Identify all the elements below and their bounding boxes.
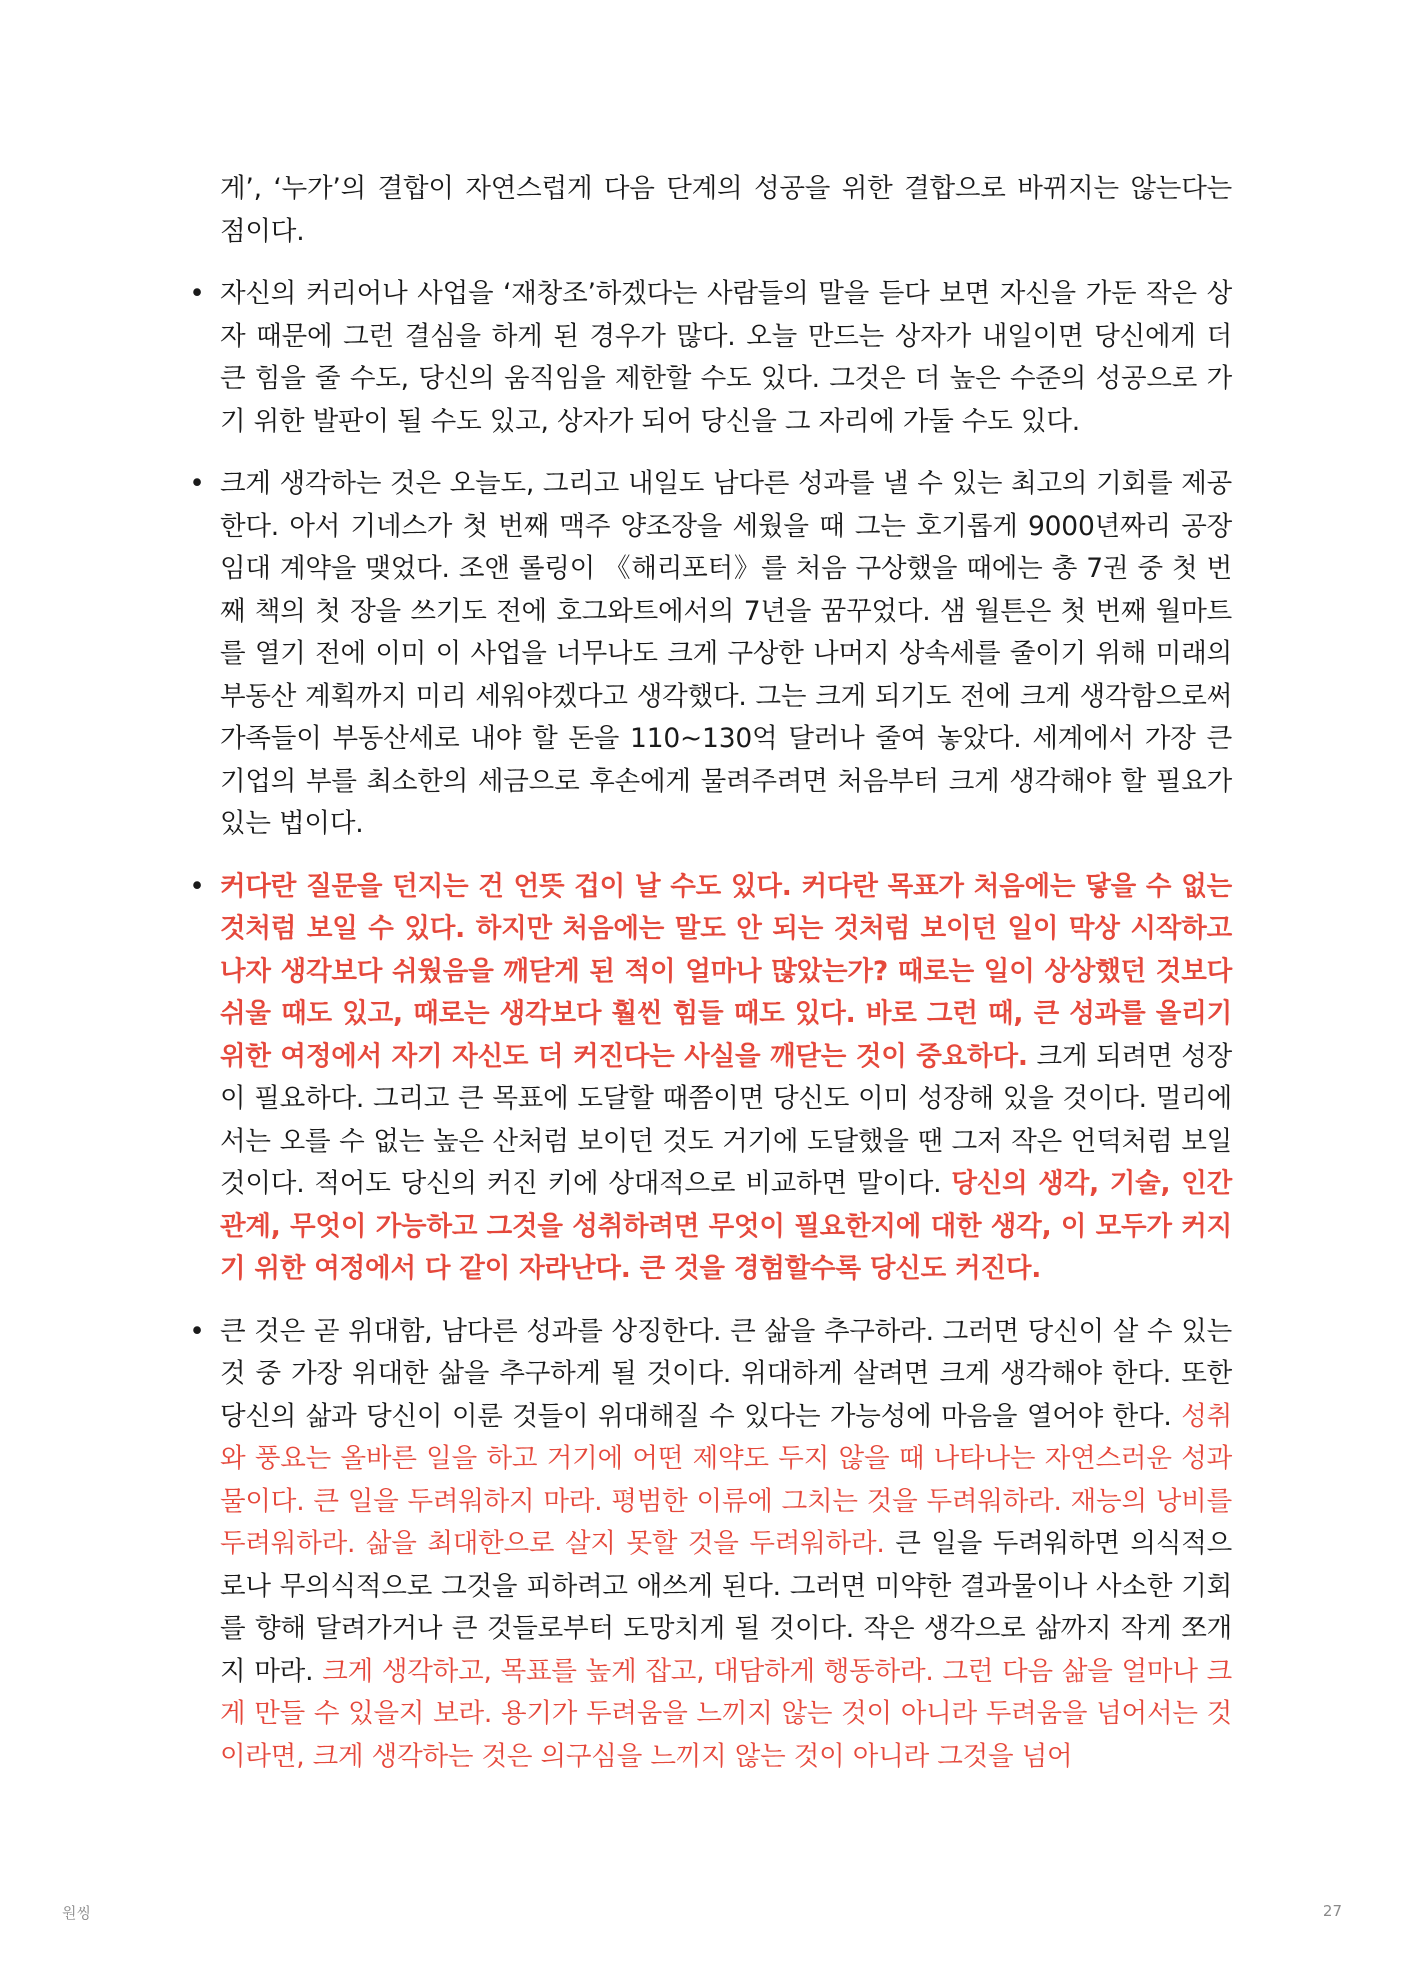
item-text: 자신의 커리어나 사업을 ‘재창조’하겠다는 사람들의 말을 듣다 보면 자신을 가둔 작은 상자 때문에 그런 결심을 하게 된 경우가 많다. 오늘 만드는 상자가 내일이면 당신에게 더 큰 힘을 줄 수도, 당신의 움직임을 제한할 수도 있다. 그것은 더 높은 수준의 성공으로 가기 위한 발판이 될 수도 있고, 상자가 되어 당신을 그 자리에 가둘 수도 있다.: [220, 278, 1232, 437]
intro-paragraph: 게’, ‘누가’의 결합이 자연스럽게 다음 단계의 성공을 위한 결합으로 바뀌지는 않는다는 점이다.: [220, 173, 1232, 247]
bullet-icon: •: [189, 468, 205, 499]
page-number: 27: [1322, 1902, 1342, 1920]
bullet-icon: •: [189, 278, 205, 309]
bullet-icon: •: [189, 870, 205, 902]
bullet-icon: •: [189, 1315, 205, 1347]
page-content: [189, 168, 1232, 1798]
footer-book-title: 원씽: [62, 1904, 91, 1922]
list-item: [189, 866, 1232, 1291]
highlight-bold-text: 커다란 질문을 던지는 건 언뜻 겁이 날 수도 있다. 커다란 목표가 처음에는 닿을 수 없는 것처럼 보일 수 있다. 하지만 처음에는 말도 안 되는 것처럼 보이던 일이 막상 시작하고 나자 생각보다 쉬웠음을 깨닫게 된 적이 얼마나 많았는가? 때로는 일이 상상했던 것보다 쉬울 때도 있고, 때로는 생각보다 훨씬 힘들 때도 있다. 바로 그런 때, 큰 성과를 올리기 위한 여정에서 자기 자신도 더 커진다는 사실을 깨닫는 것이 중요하다.: [220, 870, 1232, 1072]
bullet-list: [189, 273, 1232, 1778]
list-item: [189, 463, 1232, 846]
highlight-text: 크게 생각하고, 목표를 높게 잡고, 대담하게 행동하라. 그런 다음 삶을 얼마나 크게 만들 수 있을지 보라. 용기가 두려움을 느끼지 않는 것이 아니라 두려움을 넘어서는 것이라면, 크게 생각하는 것은 의구심을 느끼지 않는 것이 아니라 그것을 넘어: [220, 1655, 1232, 1772]
item-text: 큰 것은 곧 위대함, 남다른 성과를 상징한다. 큰 삶을 추구하라. 그러면 당신이 살 수 있는 것 중 가장 위대한 삶을 추구하게 될 것이다. 위대하게 살려면 크게 생각해야 한다. 또한 당신의 삶과 당신이 이룬 것들이 위대해질 수 있다는 가능성에 마음을 열어야 한다.: [220, 1315, 1232, 1432]
item-text: 큰 일을 두려워하면 의식적으로나 무의식적으로 그것을 피하려고 애쓰게 된다. 그러면 미약한 결과물이나 사소한 기회를 향해 달려가거나 큰 것들로부터 도망치게 될 것이다. 작은 생각으로 삶까지 작게 쪼개지 마라.: [220, 1528, 1232, 1687]
item-text: 크게 되려면 성장이 필요하다. 그리고 큰 목표에 도달할 때쯤이면 당신도 이미 성장해 있을 것이다. 멀리에서는 오를 수 없는 높은 산처럼 보이던 것도 거기에 도달했을 땐 그저 작은 언덕처럼 보일 것이다. 적어도 당신의 커진 키에 상대적으로 비교하면 말이다.: [220, 1040, 1232, 1199]
highlight-bold-text: 당신의 생각, 기술, 인간관계, 무엇이 가능하고 그것을 성취하려면 무엇이 필요한지에 대한 생각, 이 모두가 커지기 위한 여정에서 다 같이 자라난다. 큰 것을 경험할수록 당신도 커진다.: [220, 1168, 1232, 1284]
list-item: [189, 273, 1232, 443]
highlight-text: 성취와 풍요는 올바른 일을 하고 거기에 어떤 제약도 두지 않을 때 나타나는 자연스러운 성과물이다. 큰 일을 두려워하지 마라. 평범한 이류에 그치는 것을 두려워하라. 재능의 낭비를 두려워하라. 삶을 최대한으로 살지 못할 것을 두려워하라.: [220, 1400, 1232, 1559]
list-item: [189, 1311, 1232, 1779]
item-text: 크게 생각하는 것은 오늘도, 그리고 내일도 남다른 성과를 낼 수 있는 최고의 기회를 제공한다. 아서 기네스가 첫 번째 맥주 양조장을 세웠을 때 그는 호기롭게 9000년짜리 공장 임대 계약을 맺었다. 조앤 롤링이 《해리포터》를 처음 구상했을 때에는 총 7권 중 첫 번째 책의 첫 장을 쓰기도 전에 호그와트에서의 7년을 꿈꾸었다. 샘 월튼은 첫 번째 월마트를 열기 전에 이미 이 사업을 너무나도 크게 구상한 나머지 상속세를 줄이기 위해 미래의 부동산 계획까지 미리 세워야겠다고 생각했다. 그는 크게 되기도 전에 크게 생각함으로써 가족들이 부동산세로 내야 할 돈을 110~130억 달러나 줄여 놓았다. 세계에서 가장 큰 기업의 부를 최소한의 세금으로 후손에게 물려주려면 처음부터 크게 생각해야 할 필요가 있는 법이다.: [220, 468, 1232, 839]
